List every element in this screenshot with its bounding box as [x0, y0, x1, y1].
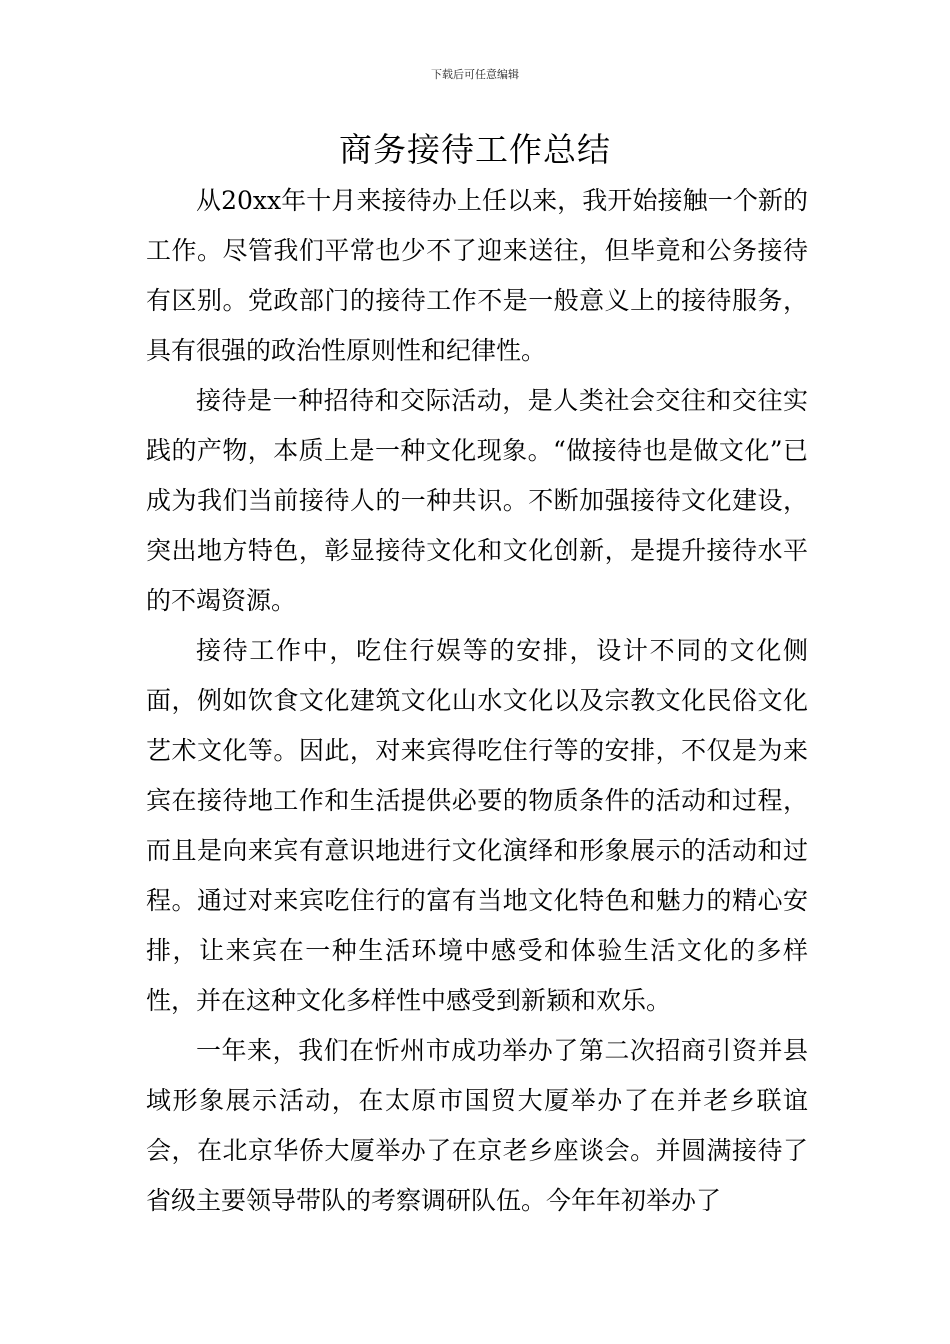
page-header-note: 下载后可任意编辑 — [431, 68, 519, 81]
paragraph-4: 一年来，我们在忻州市成功举办了第二次招商引资并县域形象展示活动，在太原市国贸大厦举办了在并老乡联谊会，在北京华侨大厦举办了在京老乡座谈会。并圆满接待了省级主要领导带队的考察调研队伍。今年年初举办了 — [146, 1036, 808, 1215]
paragraph-1: 从20xx年十月来接待办上任以来，我开始接触一个新的工作。尽管我们平常也少不了迎来送往，但毕竟和公务接待有区别。党政部门的接待工作不是一般意义上的接待服务，具有很强的政治性原则性和纪律性。 — [146, 186, 808, 365]
document-body — [146, 176, 808, 1226]
paragraph-3: 接待工作中，吃住行娱等的安排，设计不同的文化侧面，例如饮食文化建筑文化山水文化以及宗教文化民俗文化艺术文化等。因此，对来宾得吃住行等的安排，不仅是为来宾在接待地工作和生活提供必要的物质条件的活动和过程，而且是向来宾有意识地进行文化演绎和形象展示的活动和过程。通过对来宾吃住行的富有当地文化特色和魅力的精心安排，让来宾在一种生活环境中感受和体验生活文化的多样性，并在这种文化多样性中感受到新颖和欢乐。 — [146, 636, 808, 1015]
document-title: 商务接待工作总结 — [339, 130, 611, 169]
paragraph-2: 接待是一种招待和交际活动，是人类社会交往和交往实践的产物，本质上是一种文化现象。“做接待也是做文化”已成为我们当前接待人的一种共识。不断加强接待文化建设，突出地方特色，彰显接待文化和文化创新，是提升接待水平的不竭资源。 — [146, 386, 808, 615]
